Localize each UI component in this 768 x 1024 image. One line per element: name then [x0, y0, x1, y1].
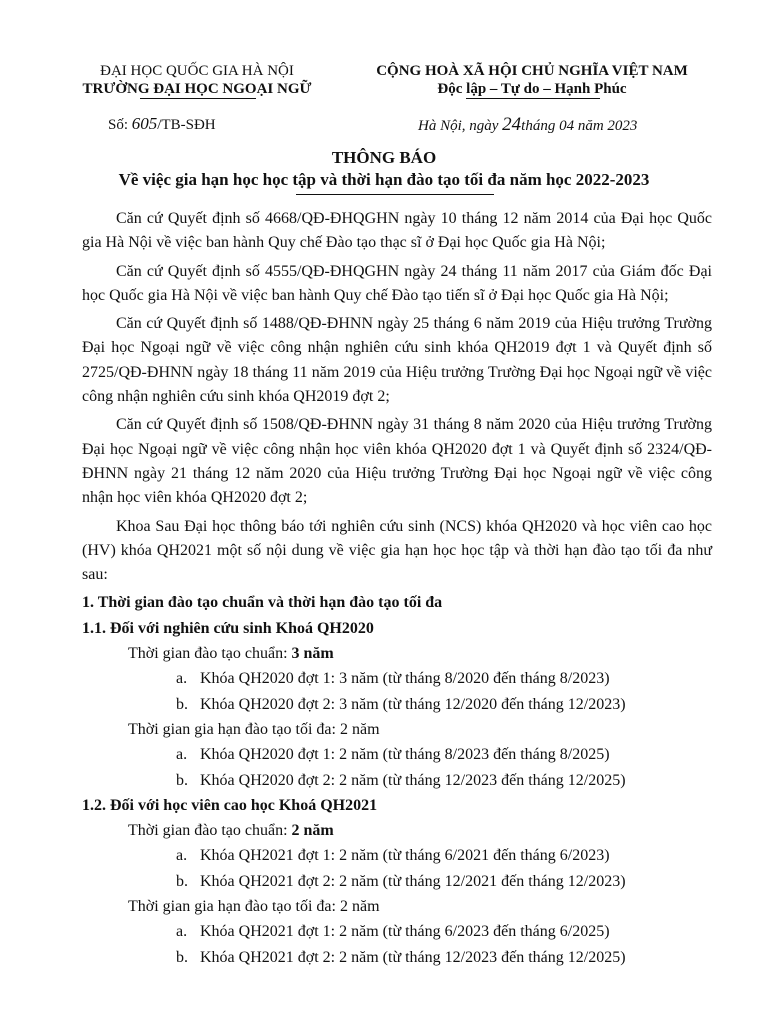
list-item: b. Khóa QH2020 đợt 2: 3 năm (từ tháng 12/2020 đến tháng 12/2023) [176, 695, 626, 713]
document-title: THÔNG BÁO [331, 148, 437, 167]
school-name: TRƯỜNG ĐẠI HỌC NGOẠI NGỮ [82, 81, 312, 97]
extension-duration: Thời gian gia hạn đào tạo tối đa: 2 năm [128, 720, 380, 738]
university-name: ĐẠI HỌC QUỐC GIA HÀ NỘI [100, 63, 294, 79]
subsection-heading: 1.1. Đối với nghiên cứu sinh Khoá QH2020 [82, 619, 374, 637]
paragraph: Căn cứ Quyết định số 1508/QĐ-ĐHNN ngày 31 tháng 8 năm 2020 của Hiệu trưởng Trường Đại học Ngoại ngữ về việc công nhận học viên khóa QH2020 đợt 1 và Quyết định số 2324/QĐ-ĐHNN ngày 21 tháng 12 năm 2020 của Hiệu trưởng Trường Đại học Ngoại ngữ về việc công nhận học viên khóa QH2020 đợt 2; [82, 416, 712, 507]
document-body [82, 207, 712, 971]
issuer-underline [140, 98, 256, 99]
paragraph: Căn cứ Quyết định số 4668/QĐ-ĐHQGHN ngày 10 tháng 12 năm 2014 của Đại học Quốc gia Hà Nội về việc ban hành Quy chế Đào tạo thạc sĩ ở Đại học Quốc gia Hà Nội; [82, 210, 712, 252]
standard-duration: Thời gian đào tạo chuẩn: 3 năm [128, 645, 334, 663]
extension-duration: Thời gian gia hạn đào tạo tối đa: 2 năm [128, 898, 380, 916]
paragraph: Căn cứ Quyết định số 1488/QĐ-ĐHNN ngày 25 tháng 6 năm 2019 của Hiệu trưởng Trường Đại học Ngoại ngữ về việc công nhận nghiên cứu sinh khóa QH2019 đợt 1 và Quyết định số 2725/QĐ-ĐHNN ngày 18 tháng 11 năm 2019 của Hiệu trưởng Trường Đại học Ngoại ngữ về việc công nhận nghiên cứu sinh khóa QH2019 đợt 2; [82, 315, 712, 406]
document-subtitle: Về việc gia hạn học học tập và thời hạn đào tạo tối đa năm học 2022-2023 [118, 170, 650, 189]
issuer-header [72, 62, 322, 98]
motto-underline [466, 98, 600, 99]
title-underline [296, 194, 494, 195]
list-item: b. Khóa QH2020 đợt 2: 2 năm (từ tháng 12/2023 đến tháng 12/2025) [176, 771, 626, 789]
paragraph: Căn cứ Quyết định số 4555/QĐ-ĐHQGHN ngày 24 tháng 11 năm 2017 của Giám đốc Đại học Quốc gia Hà Nội về việc ban hành Quy chế Đào tạo tiến sĩ ở Đại học Quốc gia Hà Nội; [82, 262, 712, 304]
national-header [352, 62, 712, 98]
country-name: CỘNG HOÀ XÃ HỘI CHỦ NGHĨA VIỆT NAM [376, 63, 688, 79]
list-item: a. Khóa QH2020 đợt 1: 2 năm (từ tháng 8/2023 đến tháng 8/2025) [176, 746, 610, 764]
standard-duration: Thời gian đào tạo chuẩn: 2 năm [128, 822, 334, 840]
subsection-heading: 1.2. Đối với học viên cao học Khoá QH2021 [82, 796, 378, 814]
motto: Độc lập – Tự do – Hạnh Phúc [437, 81, 627, 97]
list-item: b. Khóa QH2021 đợt 2: 2 năm (từ tháng 12/2023 đến tháng 12/2025) [176, 948, 626, 966]
list-item: a. Khóa QH2021 đợt 1: 2 năm (từ tháng 6/2023 đến tháng 6/2025) [176, 923, 610, 941]
list-item: a. Khóa QH2021 đợt 1: 2 năm (từ tháng 6/2021 đến tháng 6/2023) [176, 847, 610, 865]
section-heading: 1. Thời gian đào tạo chuẩn và thời hạn đào tạo tối đa [82, 594, 443, 612]
list-item: a. Khóa QH2020 đợt 1: 3 năm (từ tháng 8/2020 đến tháng 8/2023) [176, 670, 610, 688]
list-item: b. Khóa QH2021 đợt 2: 2 năm (từ tháng 12/2021 đến tháng 12/2023) [176, 872, 626, 890]
document-number: Số: 605/TB-SĐH [108, 114, 216, 133]
paragraph: Khoa Sau Đại học thông báo tới nghiên cứu sinh (NCS) khóa QH2020 và học viên cao học (HV) khóa QH2021 một số nội dung về việc gia hạn học học tập và thời hạn đào tạo tối đa như sau: [82, 517, 712, 584]
document-date: Hà Nội, ngày 24tháng 04 năm 2023 [418, 114, 638, 135]
